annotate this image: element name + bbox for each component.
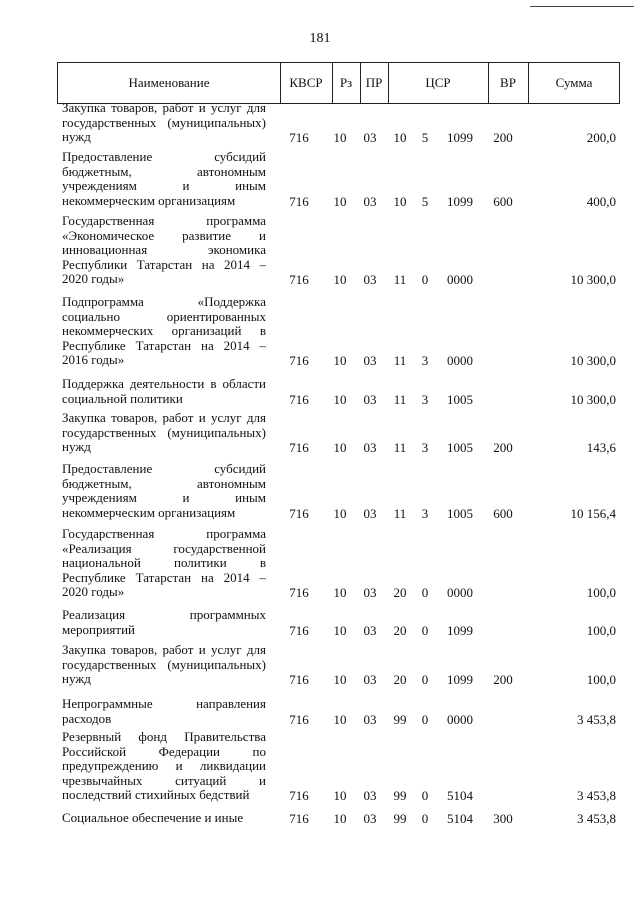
row-sum: 10 156,4 (570, 505, 616, 521)
row-csr2: 3 (421, 440, 429, 456)
row-vr: 600 (493, 505, 513, 521)
row-rz: 10 (333, 788, 347, 804)
row-rz: 10 (333, 672, 347, 688)
row-sum: 143,6 (586, 440, 616, 456)
row-csr3: 1005 (447, 391, 473, 407)
row-csr1: 99 (393, 788, 407, 804)
row-sum: 10 300,0 (570, 353, 616, 369)
row-csr1: 10 (393, 193, 407, 209)
row-pr: 03 (363, 440, 377, 456)
row-pr: 03 (363, 505, 377, 521)
table-row (0, 150, 640, 208)
row-pr: 03 (363, 672, 377, 688)
table-row (0, 462, 640, 520)
row-csr2: 0 (421, 711, 429, 727)
row-pr: 03 (363, 585, 377, 601)
page-number: 181 (309, 31, 331, 46)
row-kvsr: 716 (289, 672, 309, 688)
row-csr1: 11 (393, 353, 407, 369)
row-sum: 3 453,8 (577, 811, 616, 826)
row-csr1: 11 (393, 391, 407, 407)
row-csr2: 5 (421, 130, 429, 146)
row-rz: 10 (333, 505, 347, 521)
row-csr2: 0 (421, 272, 429, 288)
row-pr: 03 (363, 811, 377, 826)
row-kvsr: 716 (289, 440, 309, 456)
row-csr2: 3 (421, 391, 429, 407)
header-kvsr: КВСР (289, 75, 323, 90)
row-vr: 600 (493, 193, 513, 209)
table-row (0, 643, 640, 687)
row-sum: 400,0 (586, 193, 616, 209)
table-row (0, 295, 640, 368)
row-csr2: 0 (421, 585, 429, 601)
row-sum: 3 453,8 (577, 788, 616, 804)
row-csr1: 99 (393, 811, 407, 826)
row-csr1: 20 (393, 622, 407, 638)
row-csr3: 0000 (447, 353, 473, 369)
row-csr1: 11 (393, 272, 407, 288)
row-pr: 03 (363, 788, 377, 804)
row-kvsr: 716 (289, 788, 309, 804)
row-sum: 10 300,0 (570, 272, 616, 288)
row-name: Предоставление субсидий бюджетным, автономным учреждениям и иным некоммерческим организациям (62, 149, 266, 208)
row-csr2: 0 (421, 788, 429, 804)
row-csr2: 5 (421, 193, 429, 209)
row-pr: 03 (363, 193, 377, 209)
row-csr2: 0 (421, 672, 429, 688)
row-csr1: 20 (393, 585, 407, 601)
row-sum: 200,0 (586, 130, 616, 146)
row-pr: 03 (363, 353, 377, 369)
row-kvsr: 716 (289, 505, 309, 521)
table-row (0, 214, 640, 287)
row-rz: 10 (333, 272, 347, 288)
row-csr3: 5104 (447, 788, 473, 804)
row-csr1: 20 (393, 672, 407, 688)
table-row (0, 811, 640, 840)
row-name: Закупка товаров, работ и услуг для государственных (муниципальных) нужд (62, 642, 266, 687)
row-name: Государственная программа «Экономическое развитие и инновационная экономика Республики Татарстан на 2014 – 2020 годы» (62, 213, 266, 287)
row-rz: 10 (333, 622, 347, 638)
row-name: Закупка товаров, работ и услуг для государственных (муниципальных) нужд (62, 100, 266, 145)
header-vr: ВР (500, 75, 516, 90)
row-name: Резервный фонд Правительства Российской Федерации по предупреждению и ликвидации чрезвычайных ситуаций и последствий стихийных бедствий (62, 729, 266, 803)
row-csr1: 10 (393, 130, 407, 146)
row-csr2: 3 (421, 353, 429, 369)
row-name: Реализация программных мероприятий (62, 607, 266, 637)
row-name: Поддержка деятельности в области социальной политики (62, 376, 266, 406)
row-pr: 03 (363, 391, 377, 407)
header-rz: Рз (339, 75, 353, 90)
row-csr3: 1099 (447, 622, 473, 638)
row-rz: 10 (333, 130, 347, 146)
row-name: Непрограммные направления расходов (62, 696, 266, 726)
row-csr3: 0000 (447, 272, 473, 288)
row-csr3: 5104 (447, 811, 473, 826)
table-row (0, 101, 640, 145)
row-rz: 10 (333, 193, 347, 209)
table-row (0, 697, 640, 726)
row-sum: 3 453,8 (577, 711, 616, 727)
header-name: Наименование (128, 75, 210, 90)
table-row (0, 377, 640, 406)
row-vr: 300 (493, 811, 513, 826)
row-kvsr: 716 (289, 193, 309, 209)
row-rz: 10 (333, 811, 347, 826)
row-pr: 03 (363, 130, 377, 146)
row-csr3: 0000 (447, 585, 473, 601)
row-sum: 100,0 (586, 585, 616, 601)
row-pr: 03 (363, 622, 377, 638)
row-name: Социальное обеспечение и иные (62, 810, 244, 825)
row-csr3: 0000 (447, 711, 473, 727)
row-csr3: 1005 (447, 505, 473, 521)
table-row (0, 411, 640, 455)
row-kvsr: 716 (289, 622, 309, 638)
header-pr: ПР (365, 75, 383, 90)
row-kvsr: 716 (289, 353, 309, 369)
row-rz: 10 (333, 353, 347, 369)
row-vr: 200 (493, 440, 513, 456)
row-kvsr: 716 (289, 391, 309, 407)
row-sum: 100,0 (586, 672, 616, 688)
row-vr: 200 (493, 130, 513, 146)
row-csr1: 11 (393, 440, 407, 456)
row-kvsr: 716 (289, 272, 309, 288)
row-kvsr: 716 (289, 130, 309, 146)
row-pr: 03 (363, 272, 377, 288)
table-row (0, 527, 640, 600)
row-pr: 03 (363, 711, 377, 727)
header-sum: Сумма (555, 75, 593, 90)
row-rz: 10 (333, 391, 347, 407)
row-csr3: 1099 (447, 193, 473, 209)
row-rz: 10 (333, 440, 347, 456)
row-sum: 10 300,0 (570, 391, 616, 407)
row-csr1: 99 (393, 711, 407, 727)
table-row (0, 730, 640, 803)
row-kvsr: 716 (289, 811, 309, 826)
row-kvsr: 716 (289, 585, 309, 601)
row-csr1: 11 (393, 505, 407, 521)
row-csr2: 0 (421, 811, 429, 826)
header-csr: ЦСР (425, 75, 451, 90)
row-vr: 200 (493, 672, 513, 688)
table-row (0, 608, 640, 637)
row-csr2: 0 (421, 622, 429, 638)
row-name: Подпрограмма «Поддержка социально ориентированных некоммерческих организаций в Республике Татарстан на 2014 – 2016 годы» (62, 294, 266, 368)
row-kvsr: 716 (289, 711, 309, 727)
row-rz: 10 (333, 711, 347, 727)
row-csr3: 1099 (447, 130, 473, 146)
row-sum: 100,0 (586, 622, 616, 638)
row-csr3: 1005 (447, 440, 473, 456)
row-name: Государственная программа «Реализация государственной национальной политики в Республике Татарстан на 2014 – 2020 годы» (62, 526, 266, 600)
row-csr2: 3 (421, 505, 429, 521)
row-name: Закупка товаров, работ и услуг для государственных (муниципальных) нужд (62, 410, 266, 455)
row-rz: 10 (333, 585, 347, 601)
row-csr3: 1099 (447, 672, 473, 688)
row-name: Предоставление субсидий бюджетным, автономным учреждениям и иным некоммерческим организациям (62, 461, 266, 520)
